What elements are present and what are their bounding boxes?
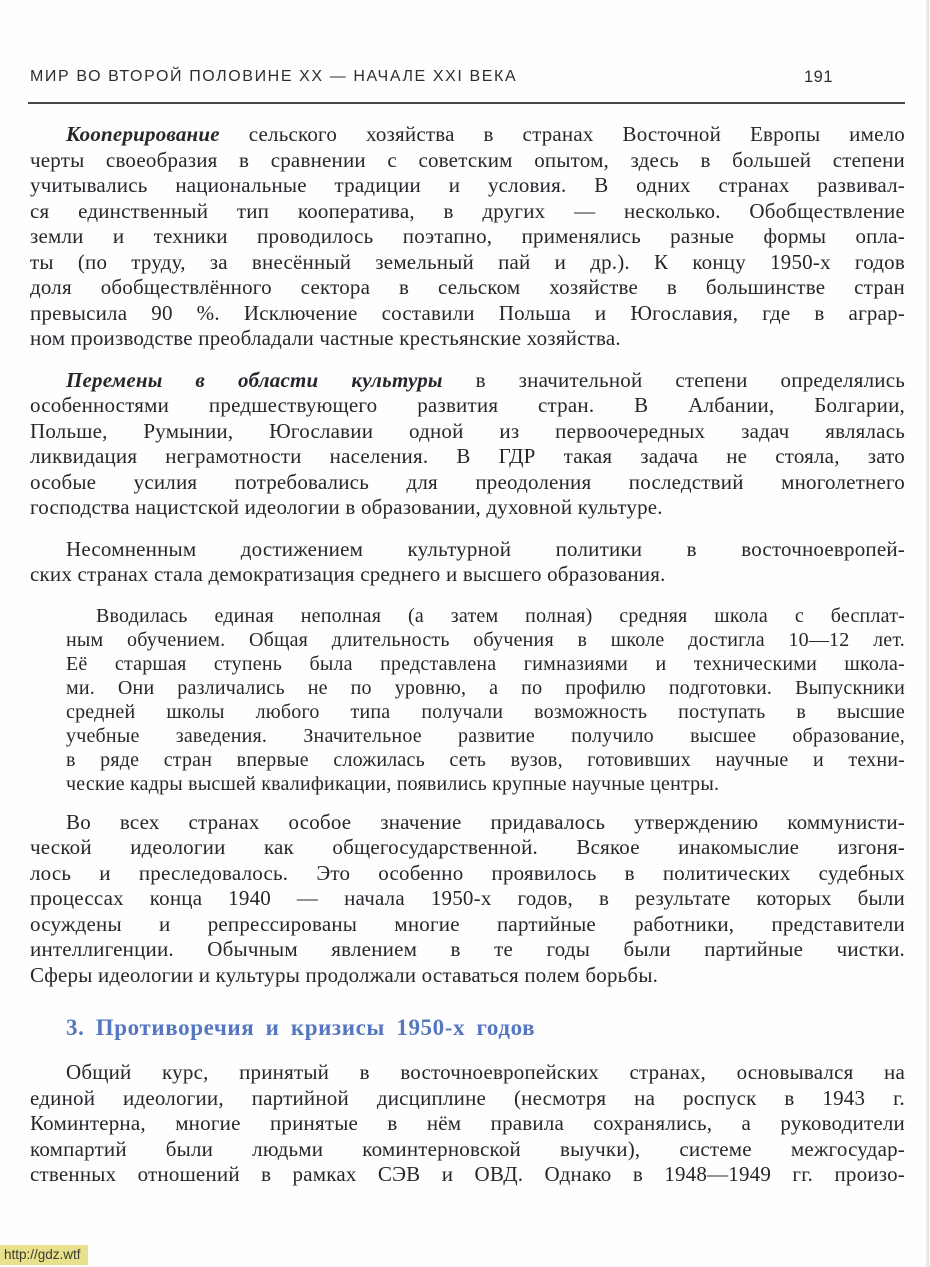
text-line (30, 122, 905, 148)
scan-page-edge (926, 0, 929, 1267)
running-header (30, 68, 905, 92)
text-line: средней школы любого типа получали возможность поступать в высшие (66, 700, 905, 723)
text-line: компартий были людьми коминтерновской выучки), системе межгосудар- (30, 1136, 905, 1161)
text-line: ном производстве преобладали частные крестьянские хозяйства. (30, 326, 621, 350)
text-line: ным обучением. Общая длительность обучения в школе достигла 10—12 лет. (66, 628, 905, 651)
text-line: лось и преследовалось. Это особенно проявилось в политических судебных (30, 860, 905, 885)
text-line: Общий курс, принятый в восточноевропейских странах, основывался на (66, 1060, 905, 1084)
paragraph-lead: Кооперирование (66, 122, 220, 146)
text-line: ты (по труду, за внесённый земельный пай и др.). К концу 1950-х годов (30, 249, 905, 274)
text-line: интеллигенции. Обычным явлением в те годы были партийные чистки. (30, 937, 905, 961)
running-title: МИР ВО ВТОРОЙ ПОЛОВИНЕ XX — НАЧАЛЕ XXI ВЕКА (30, 68, 518, 85)
text-line: Вводилась единая неполная (а затем полная) средняя школа с бесплат- (96, 604, 905, 627)
paragraph-lines (30, 393, 905, 495)
text-line: доля обобществлённого сектора в сельском хозяйстве в большинстве стран (30, 275, 905, 299)
text-line: ских странах стала демократизация среднего и высшего образования. (30, 562, 666, 586)
text-line: превысила 90 %. Исключение составили Польша и Югославия, где в аграр- (30, 300, 905, 325)
text-line: Польше, Румынии, Югославии одной из первоочередных задач являлась (30, 418, 905, 443)
header-rule (28, 102, 905, 104)
text-line: в ряде стран впервые сложилась сеть вузов, готовивших научные и техни- (66, 748, 905, 771)
paragraph-lead: Перемены в области культуры (66, 367, 443, 392)
text-line: господства нацистской идеологии в образовании, духовной культуре. (30, 495, 663, 519)
text-line (30, 368, 905, 394)
text-line: Во всех странах особое значение придавалось утверждению коммунисти- (66, 809, 905, 834)
text-line: ми. Они различались не по уровню, а по профилю подготовки. Выпускники (66, 676, 905, 699)
paragraph-lines (30, 148, 905, 327)
text-line: сельского хозяйства в странах Восточной Европы имело (219, 122, 905, 146)
text-line: Несомненным достижением культурной политики в восточноевропей- (66, 536, 905, 561)
paragraph-lines (30, 835, 905, 963)
text-line: ственных отношений в рамках СЭВ и ОВД. Однако в 1948—1949 гг. произо- (30, 1162, 905, 1186)
text-line: единой идеологии, партийной дисциплине (несмотря на роспуск в 1943 г. (30, 1085, 905, 1110)
text-line: ся единственный тип кооператива, в других — несколько. Обобществление (30, 198, 905, 223)
petit-block-education (66, 604, 905, 796)
text-line: черты своеобразия в сравнении с советским опытом, здесь в большей степени (30, 147, 905, 172)
text-line: в значительной степени определялись (442, 367, 905, 392)
text-line: Сферы идеологии и культуры продолжали оставаться полем борьбы. (30, 962, 659, 987)
text-line: особые усилия потребовались для преодоления последствий многолетнего (30, 469, 905, 494)
text-line: ческой идеологии как общегосударственной. Всякое инакомыслие изгоня- (30, 835, 905, 859)
gdz-watermark-link[interactable]: http://gdz.wtf (0, 1245, 88, 1265)
text-line: процессах конца 1940 — начала 1950-х годов, в результате которых были (30, 886, 905, 910)
text-line: осуждены и репрессированы многие партийные работники, представители (30, 911, 905, 936)
text-line: особенностями предшествующего развития стран. В Албании, Болгарии, (30, 393, 905, 417)
text-line: земли и техники проводилось поэтапно, применялись разные формы опла- (30, 224, 905, 248)
section-heading-3: 3. Противоречия и кризисы 1950-х годов (66, 1015, 536, 1040)
text-line: учебные заведения. Значительное развитие получило высшее образование, (66, 724, 905, 747)
text-line: учитывались национальные традиции и условия. В одних странах развивал- (30, 173, 905, 197)
text-line: Коминтерна, многие принятые в нём правила сохранялись, а руководители (30, 1111, 905, 1135)
text-line: Её старшая ступень была представлена гимназиями и техническими школа- (66, 652, 905, 675)
paragraph-lines (30, 1086, 905, 1188)
text-line: ликвидация неграмотности населения. В ГДР такая задача не стояла, зато (30, 444, 905, 468)
page-number: 191 (803, 68, 833, 86)
text-line: ческие кадры высшей квалификации, появились крупные научные центры. (66, 772, 720, 795)
paragraph-lines (66, 628, 905, 772)
